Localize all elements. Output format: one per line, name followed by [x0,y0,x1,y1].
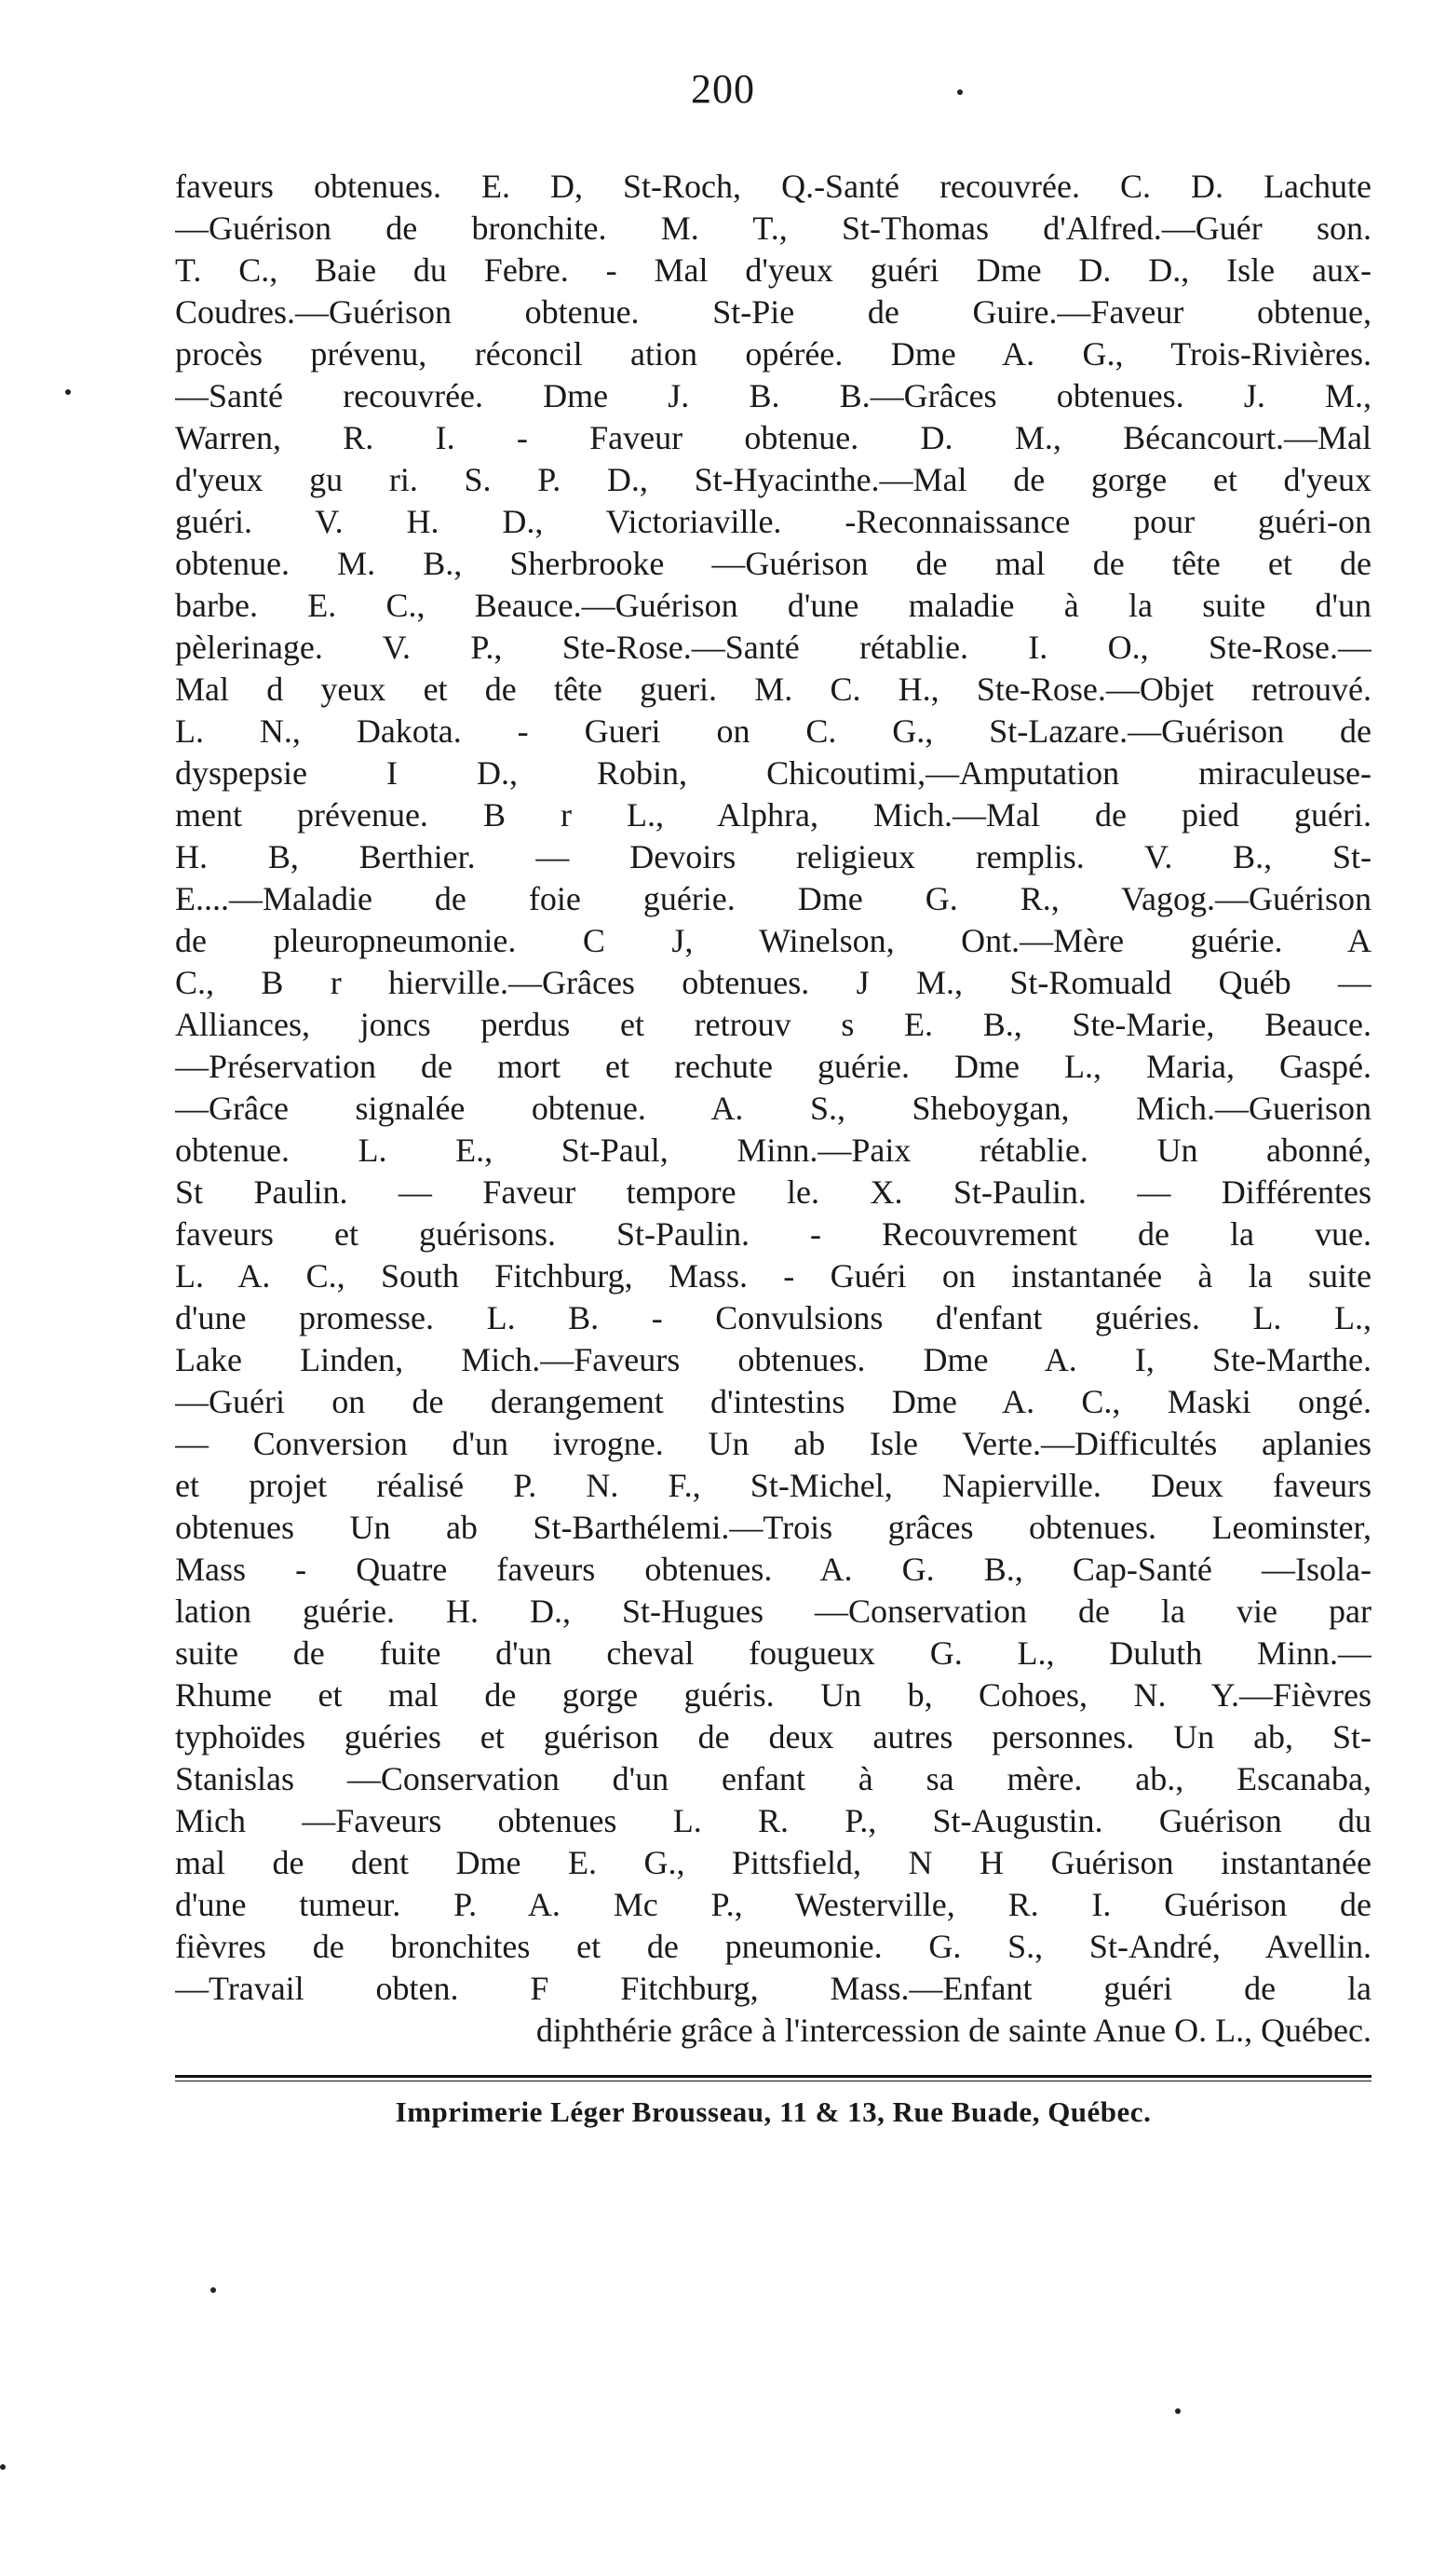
text-line: d'yeux gu ri. S. P. D., St-Hyacinthe.—Mal de gorge et d'yeux [175,461,1372,498]
text-line: St Paulin. — Faveur tempore le. X. St-Paulin. — Différentes [175,1173,1372,1211]
text-line: guéri. V. H. D., Victoriaville. -Reconnaissance pour guéri-on [175,503,1372,540]
text-line: d'une promesse. L. B. - Convulsions d'enfant guéries. L. L., [175,1299,1372,1336]
text-line: obtenue. M. B., Sherbrooke —Guérison de mal de tête et de [175,545,1372,582]
text-line: — Conversion d'un ivrogne. Un ab Isle Verte.—Difficultés aplanies [175,1425,1372,1462]
text-line: —Guéri on de derangement d'intestins Dme A. C., Maski ongé. [175,1383,1372,1420]
text-line: fièvres de bronchites et de pneumonie. G. S., St-André, Avellin. [175,1928,1372,1965]
text-line: suite de fuite d'un cheval fougueux G. L., Duluth Minn.— [175,1634,1372,1672]
text-line: diphthérie grâce à l'intercession de sainte Anue O. L., Québec. [535,2012,1372,2049]
print-speck [1175,2408,1181,2414]
text-line: faveurs et guérisons. St-Paulin. - Recouvrement de la vue. [175,1215,1372,1253]
text-line: —Grâce signalée obtenue. A. S., Sheboygan, Mich.—Guerison [175,1090,1372,1127]
text-line: Lake Linden, Mich.—Faveurs obtenues. Dme A. I, Ste-Marthe. [175,1341,1372,1378]
footer-rule [175,2075,1372,2078]
text-line: Mal d yeux et de tête gueri. M. C. H., Ste-Rose.—Objet retrouvé. [175,671,1372,708]
text-line: pèlerinage. V. P., Ste-Rose.—Santé rétablie. I. O., Ste-Rose.— [175,629,1372,666]
text-line: —Préservation de mort et rechute guérie. Dme L., Maria, Gaspé. [175,1048,1372,1085]
text-line: de pleuropneumonie. C J, Winelson, Ont.—Mère guérie. A [175,922,1372,959]
text-line: Warren, R. I. - Faveur obtenue. D. M., Bécancourt.—Mal [175,419,1372,456]
text-line: Alliances, joncs perdus et retrouv s E. B., Ste-Marie, Beauce. [175,1006,1372,1043]
text-line: procès prévenu, réconcil ation opérée. Dme A. G., Trois-Rivières. [175,335,1372,373]
print-speck [957,89,963,95]
text-line: obtenues Un ab St-Barthélemi.—Trois grâces obtenues. Leominster, [175,1509,1372,1546]
text-line: obtenue. L. E., St-Paul, Minn.—Paix rétablie. Un abonné, [175,1132,1372,1169]
text-line: mal de dent Dme E. G., Pittsfield, N H Guérison instantanée [175,1844,1372,1881]
print-speck [0,2464,6,2470]
text-body [175,166,1372,2052]
text-line: E....—Maladie de foie guérie. Dme G. R., Vagog.—Guérison [175,880,1372,917]
text-line: —Travail obten. F Fitchburg, Mass.—Enfant guéri de la [175,1970,1372,2007]
text-line: dyspepsie I D., Robin, Chicoutimi,—Amputation miraculeuse- [175,754,1372,792]
text-line: Coudres.—Guérison obtenue. St-Pie de Guire.—Faveur obtenue, [175,293,1372,331]
text-line: T. C., Baie du Febre. - Mal d'yeux guéri Dme D. D., Isle aux- [175,251,1372,289]
print-speck [65,389,71,395]
text-line: C., B r hierville.—Grâces obtenues. J M., St-Romuald Québ — [175,964,1372,1001]
text-line: Rhume et mal de gorge guéris. Un b, Cohoes, N. Y.—Fièvres [175,1676,1372,1714]
text-line: —Santé recouvrée. Dme J. B. B.—Grâces obtenues. J. M., [175,377,1372,414]
text-line: Mass - Quatre faveurs obtenues. A. G. B., Cap-Santé —Isola- [175,1551,1372,1588]
text-line: Stanislas —Conservation d'un enfant à sa mère. ab., Escanaba, [175,1760,1372,1797]
print-speck [210,2287,216,2293]
text-line: —Guérison de bronchite. M. T., St-Thomas d'Alfred.—Guér son. [175,210,1372,247]
text-line: lation guérie. H. D., St-Hugues —Conservation de la vie par [175,1593,1372,1630]
page-number: 200 [691,66,755,112]
text-line: ment prévenue. B r L., Alphra, Mich.—Mal de pied guéri. [175,796,1372,834]
text-line: d'une tumeur. P. A. Mc P., Westerville, R. I. Guérison de [175,1886,1372,1923]
text-line: typhoïdes guéries et guérison de deux autres personnes. Un ab, St- [175,1718,1372,1756]
text-line: L. N., Dakota. - Gueri on C. G., St-Lazare.—Guérison de [175,712,1372,750]
printer-imprint: Imprimerie Léger Brousseau, 11 & 13, Rue Buade, Québec. [395,2095,1152,2128]
text-line: faveurs obtenues. E. D, St-Roch, Q.-Santé recouvrée. C. D. Lachute [175,168,1372,205]
text-line: et projet réalisé P. N. F., St-Michel, Napierville. Deux faveurs [175,1467,1372,1504]
text-line: barbe. E. C., Beauce.—Guérison d'une maladie à la suite d'un [175,587,1372,624]
text-line: Mich —Faveurs obtenues L. R. P., St-Augustin. Guérison du [175,1802,1372,1839]
text-line: H. B, Berthier. — Devoirs religieux remplis. V. B., St- [175,838,1372,875]
text-line: L. A. C., South Fitchburg, Mass. - Guéri on instantanée à la suite [175,1257,1372,1295]
